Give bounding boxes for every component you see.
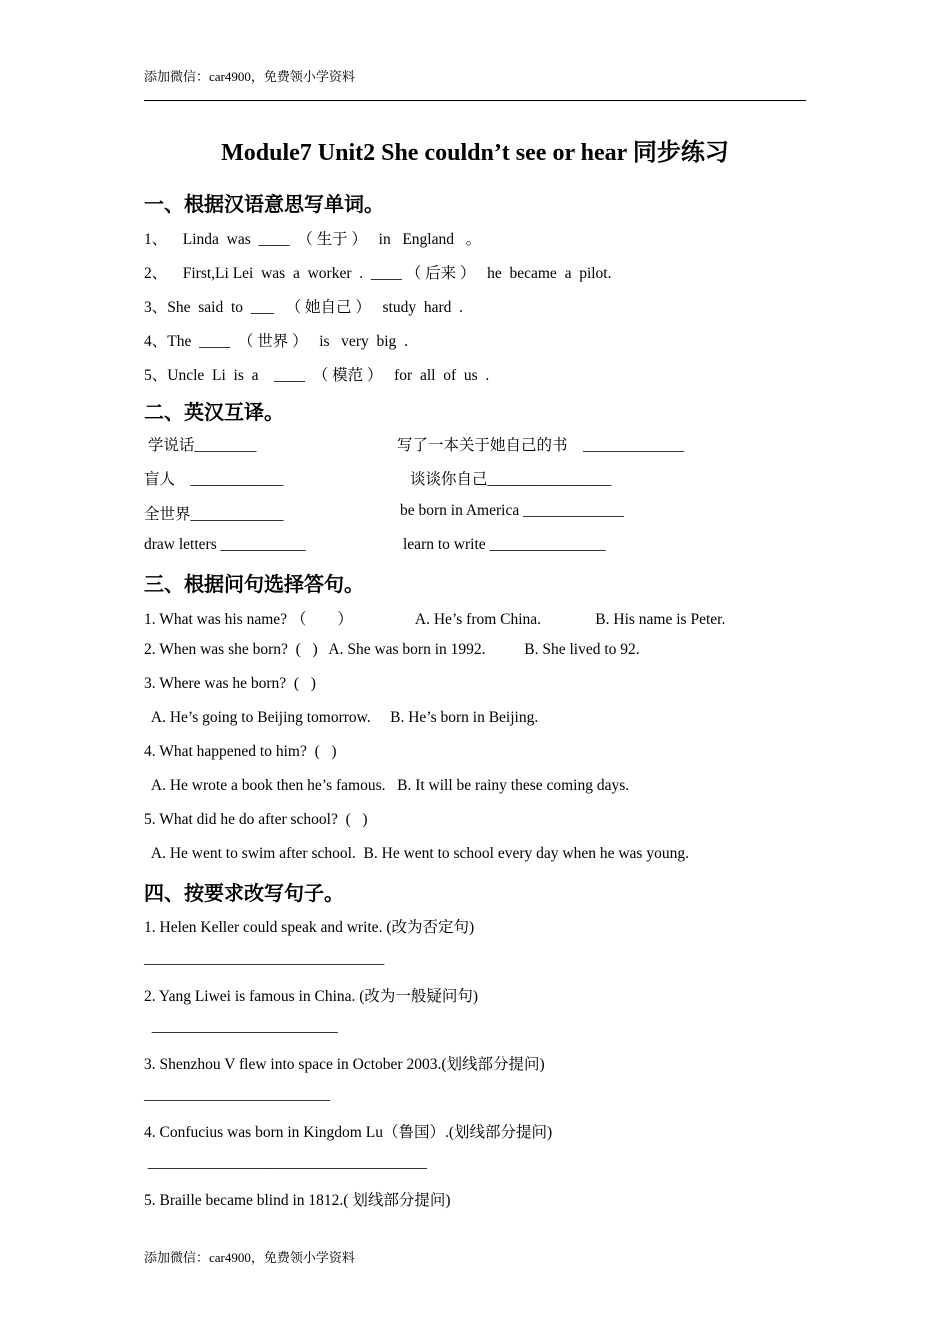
section3-line-2: 2. When was she born? ( ) A. She was born in 1992. B. She lived to 92. bbox=[144, 641, 640, 658]
section4-line-4: 4. Confucius was born in Kingdom Lu（鲁国）.(划线部分提问) bbox=[144, 1124, 553, 1141]
section1-heading: 一、根据汉语意思写单词。 bbox=[144, 194, 384, 216]
section4-heading: 四、按要求改写句子。 bbox=[144, 883, 344, 905]
page-header-text: 添加微信：car4900，免费领小学资料 bbox=[144, 69, 355, 84]
section4-answer-line-2: ________________________ bbox=[144, 1018, 338, 1035]
section4-line-1: 1. Helen Keller could speak and write. (改为否定句) bbox=[144, 919, 475, 936]
section1-item-2: 2、 First,Li Lei was a worker . ____ （ 后来 ） he became a pilot. bbox=[144, 265, 612, 282]
section2-item-3-left: 全世界____________ bbox=[144, 506, 284, 523]
section2-item-2-right: 谈谈你自己________________ bbox=[410, 471, 612, 488]
section3-line-5: 4. What happened to him? ( ) bbox=[144, 743, 337, 760]
section3-line-1: 1. What was his name? （ ） A. He’s from China. B. His name is Peter. bbox=[144, 611, 726, 628]
section4-answer-line-4: ____________________________________ bbox=[144, 1154, 427, 1171]
section3-line-7: 5. What did he do after school? ( ) bbox=[144, 811, 368, 828]
section3-line-4: A. He’s going to Beijing tomorrow. B. He’s born in Beijing. bbox=[144, 709, 539, 726]
section2-heading: 二、英汉互译。 bbox=[144, 402, 284, 424]
section3-heading: 三、根据问句选择答句。 bbox=[144, 574, 364, 596]
section2-item-2-left: 盲人 ____________ bbox=[144, 471, 284, 488]
page-footer-text: 添加微信：car4900，免费领小学资料 bbox=[144, 1250, 355, 1265]
section2-item-1-right: 写了一本关于她自己的书 _____________ bbox=[397, 437, 684, 454]
section2-item-4-right: learn to write _______________ bbox=[403, 536, 606, 553]
section3-line-3: 3. Where was he born? ( ) bbox=[144, 675, 316, 692]
section4-line-5: 5. Braille became blind in 1812.( 划线部分提问) bbox=[144, 1192, 451, 1209]
page-title: Module7 Unit2 She couldn’t see or hear 同步练习 bbox=[221, 140, 729, 166]
section3-line-8: A. He went to swim after school. B. He went to school every day when he was young. bbox=[144, 845, 689, 862]
section1-item-4: 4、The ____ （ 世界 ） is very big . bbox=[144, 333, 408, 350]
section4-answer-line-3: ________________________ bbox=[144, 1086, 330, 1103]
section4-line-3: 3. Shenzhou V flew into space in October 2003.(划线部分提问) bbox=[144, 1056, 545, 1073]
section2-item-3-right: be born in America _____________ bbox=[400, 502, 624, 519]
section1-item-5: 5、Uncle Li is a ____ （ 模范 ） for all of us . bbox=[144, 367, 490, 384]
header-rule bbox=[144, 100, 806, 101]
section2-item-1-left: 学说话________ bbox=[144, 437, 257, 454]
section1-item-3: 3、She said to ___ （ 她自己 ） study hard . bbox=[144, 299, 464, 316]
section1-item-1: 1、 Linda was ____ （ 生于 ） in England 。 bbox=[144, 231, 482, 248]
section4-answer-line-1: _______________________________ bbox=[144, 950, 385, 967]
section4-line-2: 2. Yang Liwei is famous in China. (改为一般疑问句) bbox=[144, 988, 479, 1005]
section3-line-6: A. He wrote a book then he’s famous. B. It will be rainy these coming days. bbox=[144, 777, 630, 794]
section2-item-4-left: draw letters ___________ bbox=[144, 536, 306, 553]
